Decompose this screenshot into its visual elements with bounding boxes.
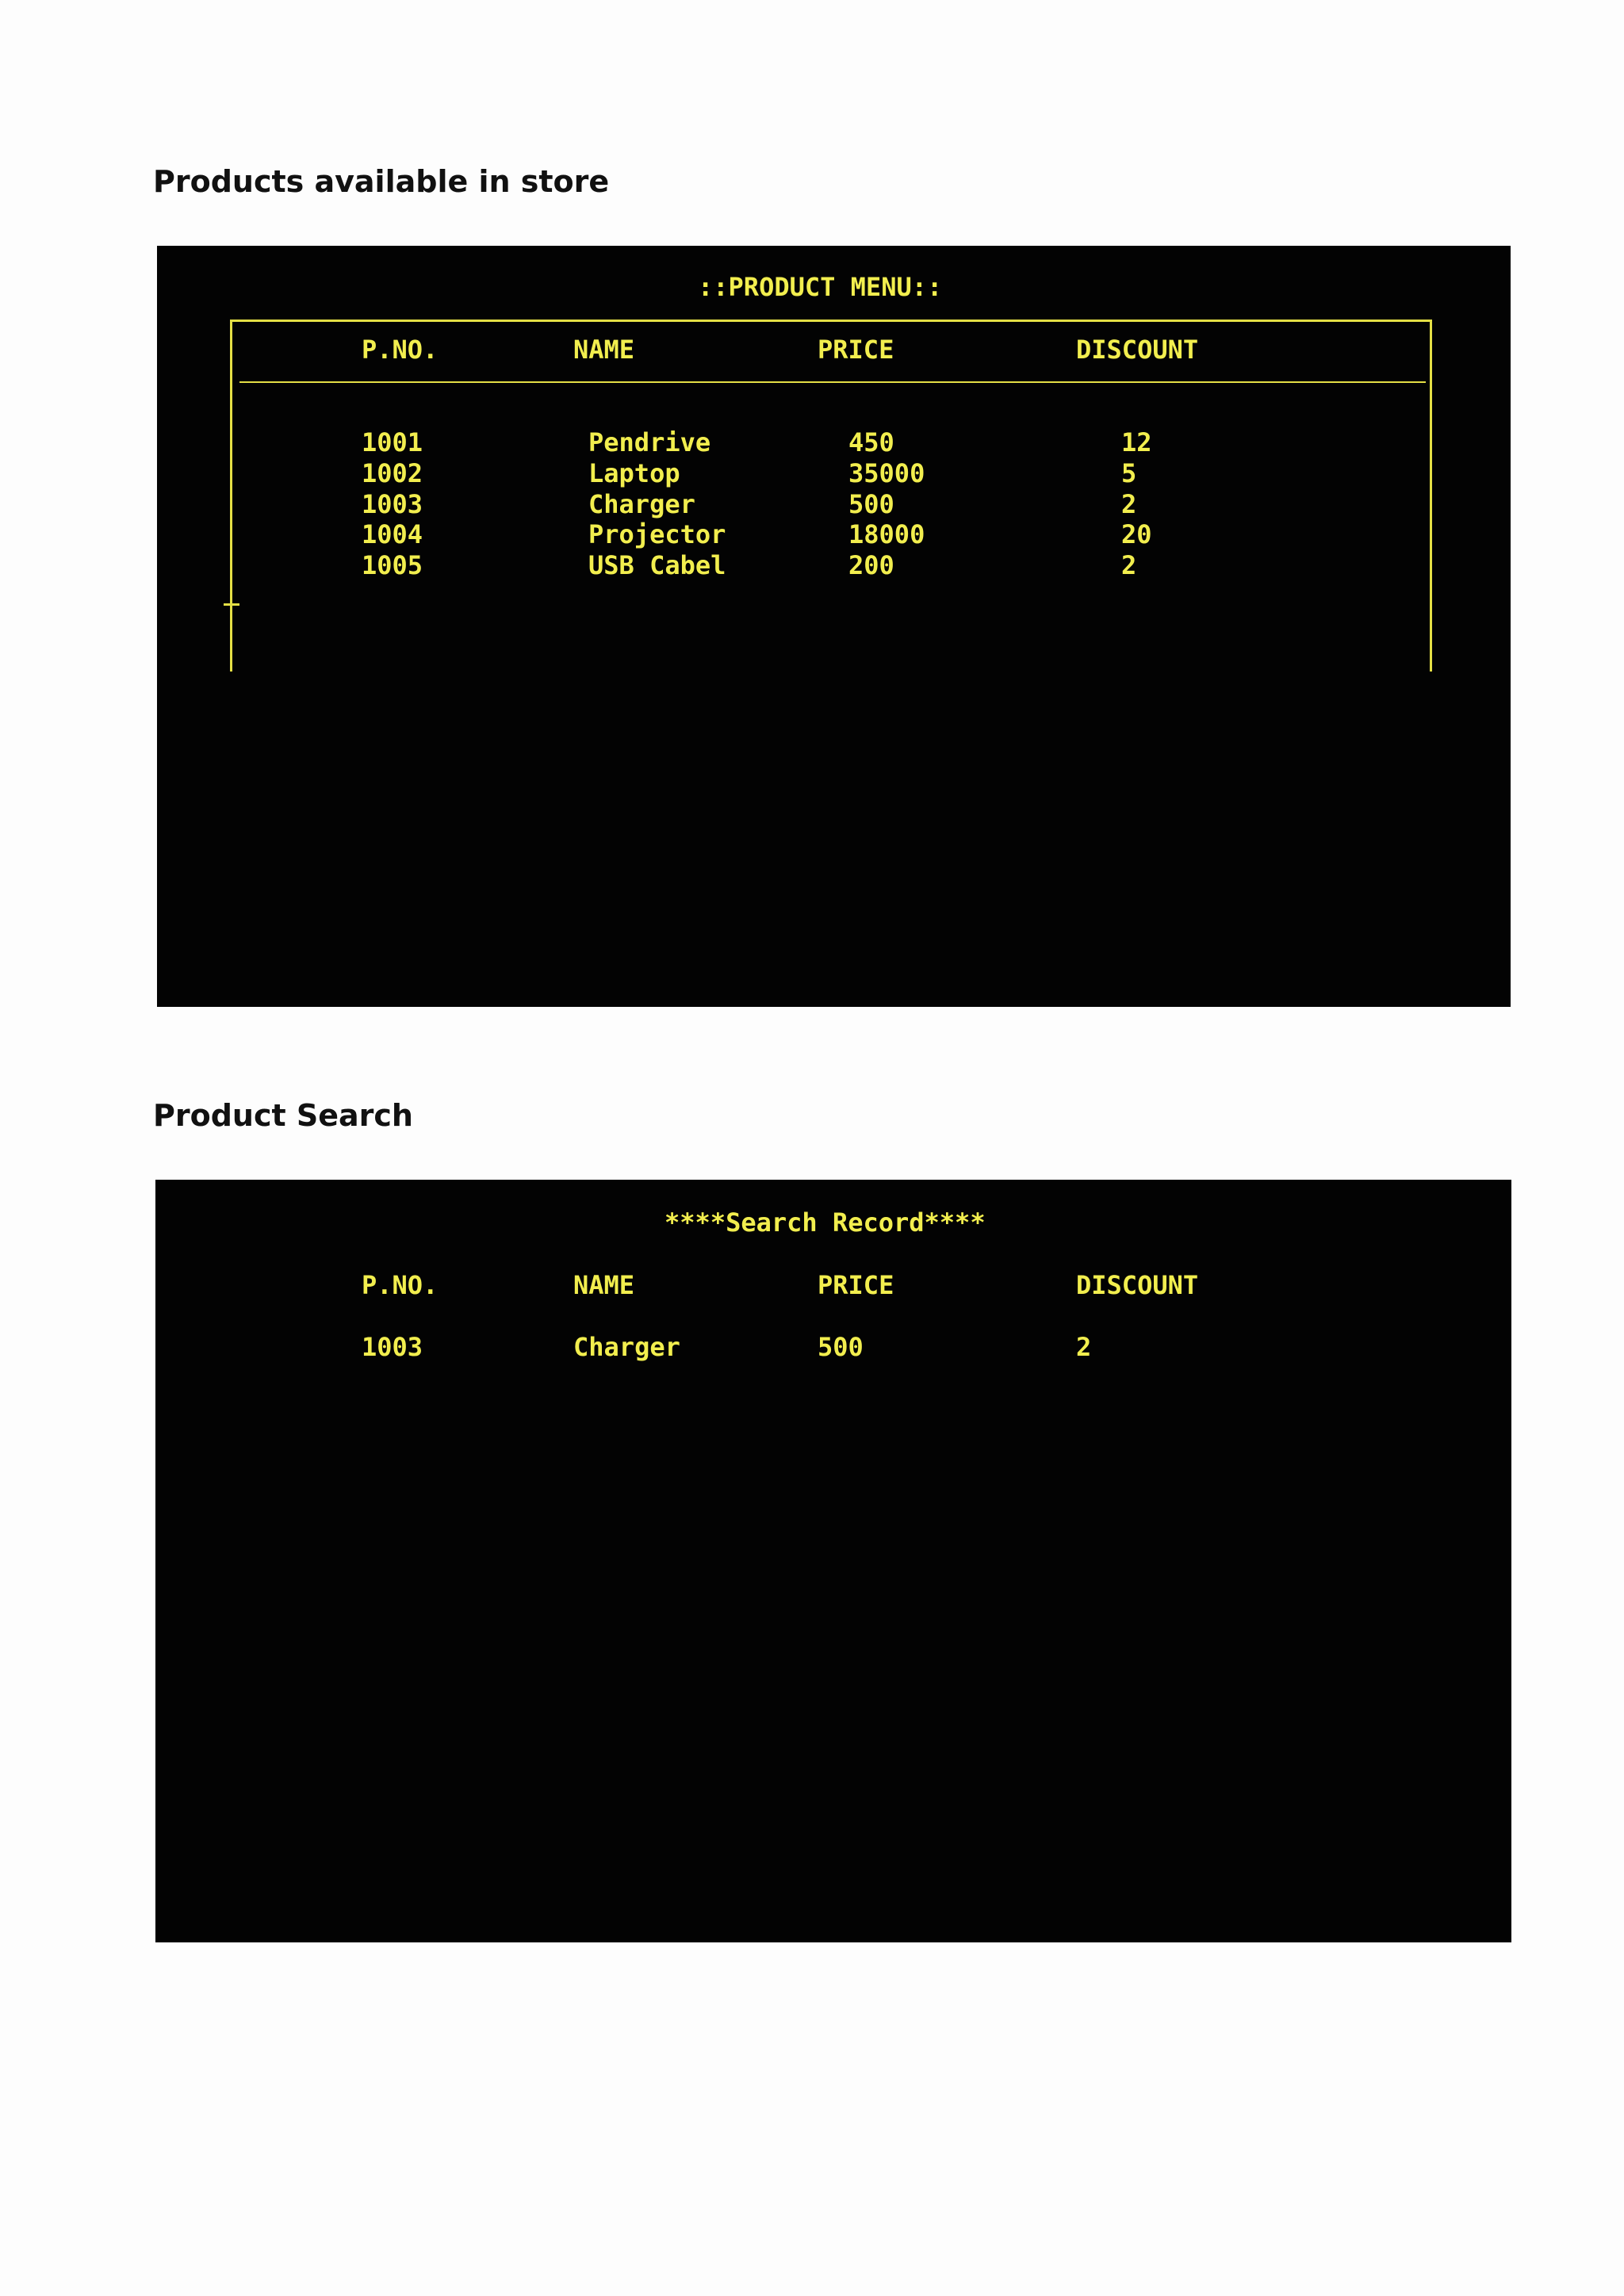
search-cell-pno: 1003 bbox=[362, 1332, 423, 1362]
cell-pno: 1003 bbox=[362, 489, 423, 519]
header-pno: P.NO. bbox=[362, 335, 439, 365]
header-discount: DISCOUNT bbox=[1076, 335, 1199, 365]
search-header-price: PRICE bbox=[818, 1270, 894, 1300]
box-right-border bbox=[1430, 320, 1432, 672]
header-separator bbox=[239, 381, 1426, 383]
box-top-border bbox=[230, 320, 1432, 322]
cell-price: 500 bbox=[848, 489, 894, 519]
search-header-pno: P.NO. bbox=[362, 1270, 439, 1300]
cell-price: 450 bbox=[848, 427, 894, 457]
search-heading: Product Search bbox=[153, 1098, 413, 1133]
cell-price: 200 bbox=[848, 550, 894, 580]
search-cell-discount: 2 bbox=[1076, 1332, 1092, 1362]
cell-discount: 12 bbox=[1121, 427, 1152, 457]
cell-discount: 20 bbox=[1121, 519, 1152, 549]
cell-name: Laptop bbox=[588, 458, 680, 488]
cell-name: Pendrive bbox=[588, 427, 711, 457]
header-price: PRICE bbox=[818, 335, 894, 365]
search-header-name: NAME bbox=[573, 1270, 635, 1300]
cell-discount: 2 bbox=[1121, 489, 1137, 519]
cell-price: 18000 bbox=[848, 519, 925, 549]
search-record-screen bbox=[155, 1180, 1511, 1942]
search-cell-price: 500 bbox=[818, 1332, 864, 1362]
cell-discount: 5 bbox=[1121, 458, 1137, 488]
cell-pno: 1005 bbox=[362, 550, 423, 580]
product-menu-title: ::PRODUCT MENU:: bbox=[698, 272, 943, 302]
cell-discount: 2 bbox=[1121, 550, 1137, 580]
cell-name: Projector bbox=[588, 519, 726, 549]
cell-pno: 1004 bbox=[362, 519, 423, 549]
search-header-discount: DISCOUNT bbox=[1076, 1270, 1199, 1300]
cell-pno: 1001 bbox=[362, 427, 423, 457]
product-menu-screen bbox=[157, 246, 1511, 1007]
cell-name: USB Cabel bbox=[588, 550, 726, 580]
search-cell-name: Charger bbox=[573, 1332, 680, 1362]
cell-name: Charger bbox=[588, 489, 695, 519]
cell-pno: 1002 bbox=[362, 458, 423, 488]
store-heading: Products available in store bbox=[153, 164, 610, 199]
box-left-tick bbox=[224, 603, 239, 606]
header-name: NAME bbox=[573, 335, 635, 365]
box-left-border bbox=[230, 320, 232, 672]
search-record-title: ****Search Record**** bbox=[665, 1207, 986, 1238]
cell-price: 35000 bbox=[848, 458, 925, 488]
